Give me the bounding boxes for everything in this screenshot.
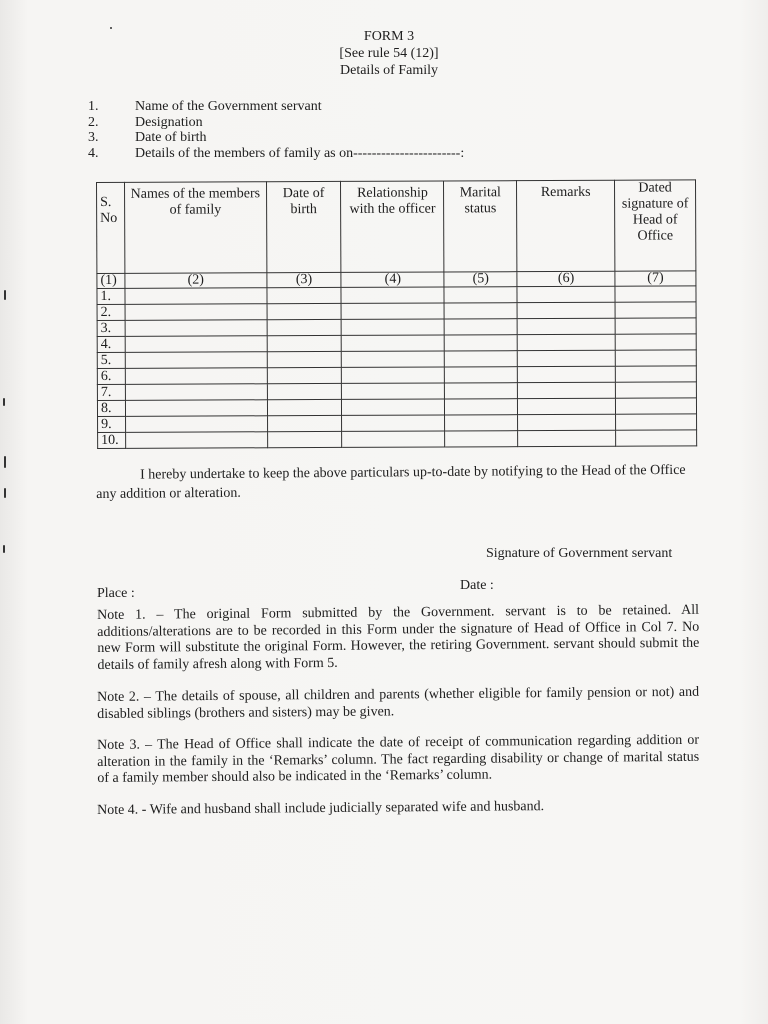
marital-cell[interactable]: [445, 415, 518, 431]
family-details-table: [96, 179, 697, 449]
note-3: Note 3. – The Head of Office shall indicate the date of receipt of communication regarding addition or alteration in the family in the ‘Remarks’ column. The fact regarding disability or change of marital status of a family member should also be indicated in the ‘Remarks’ column.: [97, 732, 700, 786]
row-number: 2.: [97, 304, 125, 320]
name-cell[interactable]: [125, 304, 267, 321]
margin-mark: [4, 488, 6, 498]
col-number: (4): [341, 272, 444, 287]
col-number: (2): [125, 273, 267, 289]
margin-mark: [3, 398, 5, 406]
signature-cell[interactable]: [615, 286, 696, 302]
remarks-cell[interactable]: [518, 414, 616, 430]
rule-reference: [See rule 54 (12)]: [339, 46, 439, 61]
particulars-list: [88, 99, 464, 161]
relationship-cell[interactable]: [342, 335, 445, 351]
name-cell[interactable]: [126, 416, 268, 433]
relationship-cell[interactable]: [342, 383, 445, 399]
undertaking-text: I hereby undertake to keep the above particulars up-to-date by notifying to the Head of the Office any addition or alteration.: [96, 462, 686, 502]
name-cell[interactable]: [125, 384, 267, 401]
col-number: (7): [615, 271, 696, 286]
item-number: 1.: [88, 99, 99, 114]
relationship-cell[interactable]: [342, 319, 445, 335]
remarks-cell[interactable]: [517, 334, 615, 350]
marital-cell[interactable]: [444, 303, 517, 319]
signature-cell[interactable]: [616, 414, 697, 430]
list-item: [88, 99, 464, 115]
dob-cell[interactable]: [267, 431, 342, 447]
item-number: 2.: [88, 114, 99, 130]
form-header: [0, 28, 768, 79]
date-label: Date :: [460, 578, 494, 593]
note-1: Note 1. – The original Form submitted by the Government. servant is to be retained. All additions/alterations are to be recorded in this Form under the signature of Head of Office in Col 7. No new Form will substitute the original Form. However, the retiring Government. servant should submit the details of family afresh along with Form 5.: [97, 602, 700, 673]
remarks-cell[interactable]: [517, 286, 615, 302]
row-number: 10.: [98, 432, 126, 448]
note-4: Note 4. - Wife and husband shall include judicially separated wife and husband.: [97, 799, 545, 818]
remarks-cell[interactable]: [518, 366, 616, 382]
marital-cell[interactable]: [444, 319, 517, 335]
place-label: Place :: [97, 586, 135, 601]
margin-mark: [4, 456, 6, 468]
row-number: 8.: [97, 400, 125, 416]
item-label: Designation: [135, 114, 203, 130]
table-header-row: [97, 180, 696, 274]
relationship-cell[interactable]: [342, 399, 445, 415]
name-cell[interactable]: [125, 400, 267, 417]
relationship-cell[interactable]: [342, 367, 445, 383]
row-number: 5.: [97, 352, 125, 368]
item-number: 4.: [88, 145, 99, 161]
remarks-cell[interactable]: [517, 350, 615, 366]
note-2: Note 2. – The details of spouse, all children and parents (whether eligible for family pension or not) and disabled siblings (brothers and sisters) may be given.: [97, 684, 700, 722]
row-number: 1.: [97, 288, 125, 304]
header-sno: S. No: [97, 182, 125, 273]
remarks-cell[interactable]: [518, 382, 616, 398]
marital-cell[interactable]: [445, 431, 518, 447]
dob-cell[interactable]: [267, 383, 342, 399]
relationship-cell[interactable]: [342, 415, 445, 431]
marital-cell[interactable]: [445, 351, 518, 367]
row-number: 3.: [97, 320, 125, 336]
name-cell[interactable]: [126, 432, 268, 449]
dob-cell[interactable]: [267, 367, 342, 383]
dob-cell[interactable]: [267, 415, 342, 431]
marital-cell[interactable]: [445, 335, 518, 351]
dob-cell[interactable]: [267, 399, 342, 415]
header-relationship: Relationship with the officer: [341, 181, 444, 272]
relationship-cell[interactable]: [341, 287, 444, 303]
margin-mark: [4, 290, 6, 300]
signature-cell[interactable]: [615, 382, 696, 398]
table-row: [98, 430, 697, 449]
name-cell[interactable]: [125, 320, 267, 337]
dob-cell[interactable]: [267, 351, 342, 367]
row-number: 6.: [97, 368, 125, 384]
item-label: Name of the Government servant: [135, 99, 322, 114]
signature-cell[interactable]: [615, 302, 696, 318]
signature-cell[interactable]: [616, 398, 697, 414]
item-label: Date of birth: [135, 130, 207, 145]
name-cell[interactable]: [125, 288, 267, 305]
remarks-cell[interactable]: [517, 318, 615, 334]
remarks-cell[interactable]: [517, 302, 615, 318]
dob-cell[interactable]: [267, 287, 342, 303]
margin-mark: [3, 545, 5, 553]
marital-cell[interactable]: [445, 383, 518, 399]
list-item: [88, 115, 464, 131]
marital-cell[interactable]: [445, 367, 518, 383]
signature-cell[interactable]: [615, 318, 696, 334]
remarks-cell[interactable]: [518, 398, 616, 414]
col-number: (3): [267, 272, 342, 287]
header-remarks: Remarks: [517, 180, 615, 271]
dob-cell[interactable]: [267, 303, 342, 319]
relationship-cell[interactable]: [342, 351, 445, 367]
marital-cell[interactable]: [444, 287, 517, 303]
relationship-cell[interactable]: [342, 431, 445, 447]
list-item: [88, 130, 464, 146]
signature-cell[interactable]: [616, 430, 697, 446]
col-number: (1): [97, 273, 125, 288]
col-number: (6): [517, 271, 615, 286]
dob-cell[interactable]: [267, 335, 342, 351]
row-number: 9.: [98, 416, 126, 432]
name-cell[interactable]: [125, 352, 267, 369]
header-dob: Date of birth: [266, 181, 341, 272]
col-number: (5): [444, 272, 517, 287]
row-number: 7.: [97, 384, 125, 400]
marital-cell[interactable]: [445, 399, 518, 415]
item-number: 3.: [88, 130, 99, 145]
signature-cell[interactable]: [615, 366, 696, 382]
signature-cell[interactable]: [615, 334, 696, 350]
signature-label: Signature of Government servant: [486, 546, 673, 561]
list-item: [88, 146, 464, 162]
header-signature: Dated signature of Head of Office: [615, 180, 696, 271]
form-number: FORM 3: [363, 29, 415, 44]
name-cell[interactable]: [125, 336, 267, 353]
header-marital-status: Marital status: [444, 181, 517, 272]
relationship-cell[interactable]: [341, 303, 444, 319]
name-cell[interactable]: [125, 368, 267, 385]
header-names: Names of the members of family: [124, 182, 266, 274]
form-title: Details of Family: [340, 63, 438, 78]
row-number: 4.: [97, 336, 125, 352]
item-label: Details of the members of family as on-----------------------:: [135, 145, 465, 161]
signature-cell[interactable]: [615, 350, 696, 366]
dob-cell[interactable]: [267, 319, 342, 335]
remarks-cell[interactable]: [518, 430, 616, 446]
